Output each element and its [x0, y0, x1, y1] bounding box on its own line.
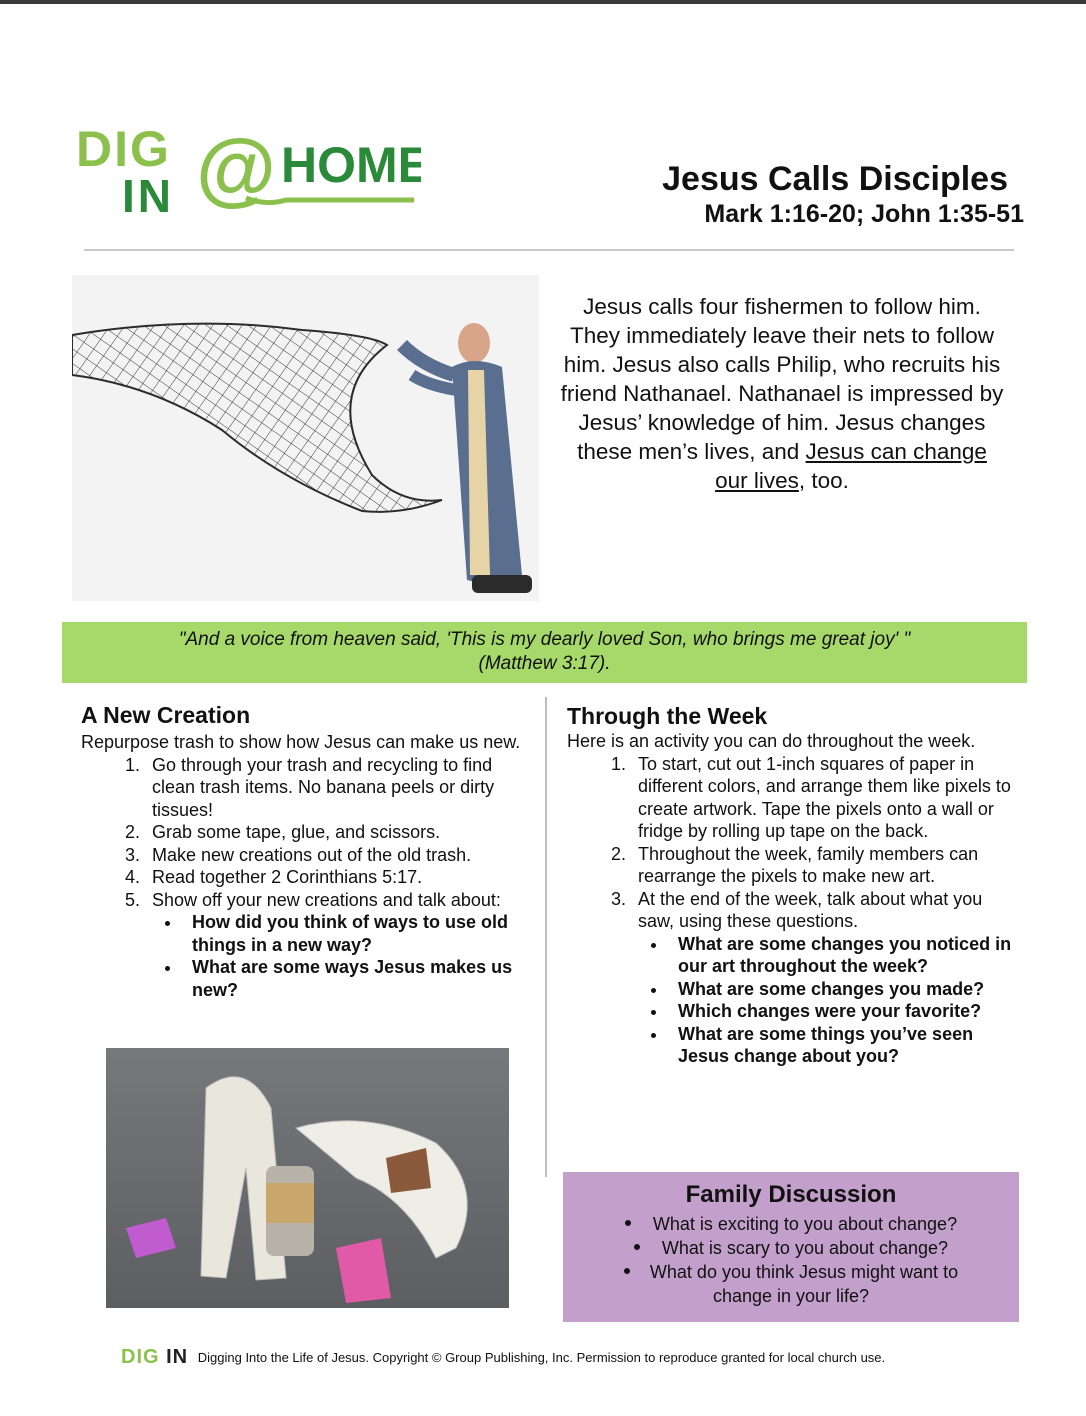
copyright-text: Digging Into the Life of Jesus. Copyright © Group Publishing, Inc. Permission to reproduce granted for local church use. — [197, 1350, 886, 1365]
footer — [121, 1346, 1021, 1369]
page-title: Jesus Calls Disciples — [662, 160, 1008, 198]
fisherman-net-photo — [72, 275, 539, 601]
list-item-text: At the end of the week, talk about what you saw, using these questions. — [638, 888, 983, 931]
list-item — [631, 888, 1022, 1068]
summary-emphasis: Jesus can change our lives — [715, 439, 987, 493]
question-item: • What are some changes you made? — [668, 978, 1022, 1001]
question-item: • How did you think of ways to use old things in a new way? — [182, 911, 536, 956]
list-item — [145, 889, 536, 1002]
through-week-intro: Here is an activity you can do throughout the week. — [567, 731, 976, 751]
list-item: 4. Read together 2 Corinthians 5:17. — [145, 866, 536, 889]
new-creation-steps — [81, 754, 536, 1002]
bullet-icon — [625, 1220, 631, 1226]
through-week-questions — [638, 933, 1022, 1068]
discussion-text: What is exciting to you about change? — [652, 1214, 958, 1234]
discussion-item — [563, 1212, 1019, 1236]
discussion-item — [563, 1260, 1019, 1308]
header-divider — [84, 249, 1014, 251]
through-week-heading: Through the Week — [567, 703, 768, 729]
list-item-text: Show off your new creations and talk about: — [152, 889, 501, 910]
list-item: 1. To start, cut out 1-inch squares of paper in different colors, and arrange them like pixels to create artwork. Tape the pixels onto a wall or fridge by rolling up tape on the back. — [631, 753, 1022, 843]
discussion-item — [563, 1236, 1019, 1260]
footer-logo-dig: DIG — [121, 1346, 160, 1368]
question-item: • Which changes were your favorite? — [668, 1000, 1022, 1023]
family-discussion-heading: Family Discussion — [685, 1181, 897, 1208]
new-creation-heading: A New Creation — [81, 702, 251, 728]
logo-home: HOME — [281, 137, 421, 193]
new-creation-section — [81, 701, 536, 1001]
column-divider — [545, 697, 547, 1177]
verse-text: "And a voice from heaven said, 'This is my dearly loved Son, who brings me great joy' " — [178, 629, 911, 650]
lesson-summary — [560, 292, 1004, 495]
question-item: • What are some changes you noticed in our art throughout the week? — [668, 933, 1022, 978]
family-discussion-box — [563, 1172, 1019, 1322]
summary-end: , too. — [798, 468, 849, 493]
family-discussion-list — [563, 1212, 1019, 1308]
summary-text: Jesus calls four fishermen to follow him. They immediately leave their nets to follow him. Jesus also calls Philip, who recruits his friend Nathanael. Nathanael is impressed by Jesus’ knowledge of him. Jesus changes these men’s lives, and — [560, 294, 1004, 464]
new-creation-questions — [152, 911, 536, 1001]
question-item: • What are some ways Jesus makes us new? — [182, 956, 536, 1001]
scripture-reference: Mark 1:16-20; John 1:35-51 — [704, 200, 1024, 228]
new-creation-intro: Repurpose trash to show how Jesus can make us new. — [81, 732, 521, 752]
memory-verse-banner — [62, 622, 1027, 683]
footer-logo — [121, 1346, 188, 1369]
question-item: • What are some things you’ve seen Jesus change about you? — [668, 1023, 1022, 1068]
dig-in-at-home-logo — [76, 118, 421, 218]
logo-at: @ — [196, 123, 276, 214]
list-item: 2. Throughout the week, family members can rearrange the pixels to make new art. — [631, 843, 1022, 888]
logo-dig: DIG — [76, 121, 171, 177]
logo-in: IN — [122, 170, 174, 218]
list-item: 2. Grab some tape, glue, and scissors. — [145, 821, 536, 844]
discussion-text: What is scary to you about change? — [661, 1238, 949, 1258]
through-the-week-section — [567, 702, 1022, 1068]
trash-creation-photo — [106, 1048, 509, 1308]
discussion-text: What do you think Jesus might want to change in your life? — [649, 1262, 959, 1306]
through-week-steps — [567, 753, 1022, 1068]
top-border — [0, 0, 1086, 4]
list-item: 1. Go through your trash and recycling to find clean trash items. No banana peels or dirty tissues! — [145, 754, 536, 822]
verse-reference: (Matthew 3:17). — [478, 653, 611, 674]
bullet-icon — [624, 1268, 630, 1274]
list-item: 3. Make new creations out of the old trash. — [145, 844, 536, 867]
bullet-icon — [634, 1244, 640, 1250]
footer-logo-in: IN — [166, 1346, 189, 1368]
